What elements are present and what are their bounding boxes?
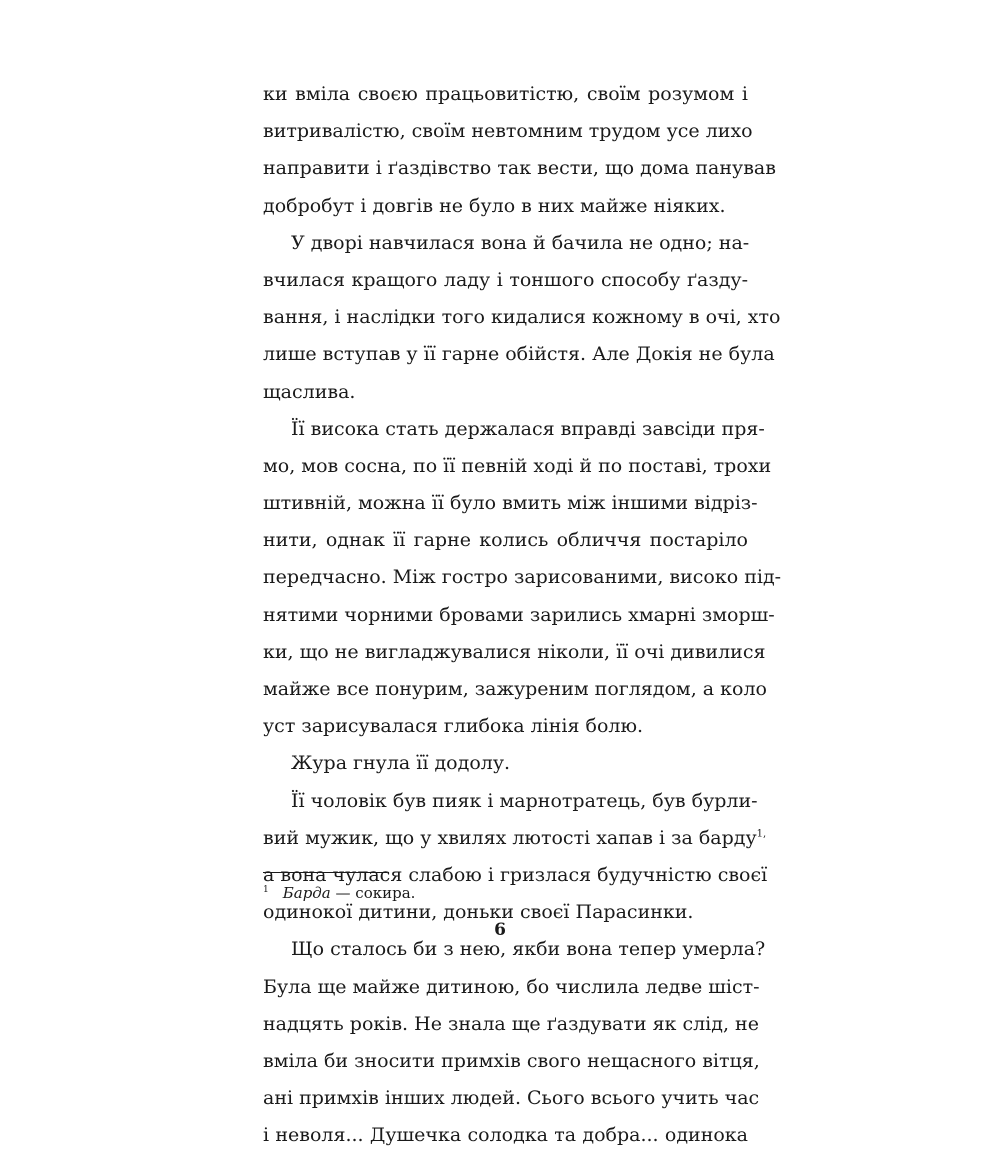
text-line: Що сталось би з нею, якби вона тепер умерла? — [291, 938, 766, 961]
text-line: лише вступав у її гарне обійстя. Але Докія не була — [263, 343, 775, 366]
text-line: Жура гнула її додолу. — [291, 752, 511, 775]
footnote — [263, 882, 415, 904]
text-line: штивній, можна її було вмить між іншими відріз- — [263, 492, 758, 515]
text-line: одинокої дитини, доньки своєї Парасинки. — [263, 901, 694, 924]
footnote-mark: 1 — [263, 885, 269, 895]
text-line: щаслива. — [263, 380, 356, 403]
text-line: вчилася кращого ладу і тоншого способу ґазду- — [263, 268, 748, 291]
text-line: Її чоловік був пияк і марнотратець, був бурли- — [291, 789, 758, 812]
text-line: нити, однак її гарне колись обличчя постаріло — [263, 529, 748, 552]
text-line: Була ще майже дитиною, бо числила ледве шіст- — [263, 975, 760, 998]
text-line: нятими чорними бровами зарились хмарні зморш- — [263, 603, 775, 626]
footnote-term: Барда — [282, 884, 331, 902]
footnote-divider — [263, 872, 387, 873]
text-line: направити і ґаздівство так вести, що дома панував — [263, 157, 776, 180]
text-line: вміла би зносити примхів свого нещасного вітця, — [263, 1049, 760, 1072]
text-line: надцять років. Не знала ще ґаздувати як слід, не — [263, 1012, 759, 1035]
text-line: а вона чулася слабою і гризлася будучністю своєї — [263, 863, 768, 886]
text-line: уст зарисувалася глибока лінія болю. — [263, 715, 644, 738]
text-line: витривалістю, своїм невтомним трудом усе лихо — [263, 120, 753, 143]
text-line: У дворі навчилася вона й бачила не одно; на- — [291, 231, 750, 254]
text-line: передчасно. Між гостро зарисованими, високо під- — [263, 566, 782, 589]
text-line-with-footnote — [263, 820, 767, 857]
text-line: і неволя... Душечка солодка та добра... одинока — [263, 1124, 748, 1147]
text-line: ані примхів інших людей. Сього всього учить час — [263, 1087, 760, 1110]
footnote-definition: — сокира. — [330, 884, 416, 902]
footnote-reference: 1, — [756, 828, 767, 840]
text-line: майже все понурим, зажуреним поглядом, а коло — [263, 678, 767, 700]
text-line: ки вміла своєю працьовитістю, своїм розумом і — [263, 83, 748, 105]
body-text — [263, 76, 782, 1154]
text-line: Її висока стать держалася вправді завсіди пря- — [291, 417, 765, 440]
text-line: мо, мов сосна, по її певній ході й по поставі, трохи — [263, 454, 772, 477]
text-line: добробут і довгів не було в них майже ніяких. — [263, 194, 726, 217]
text-line: ки, що не вигладжувалися ніколи, її очі дивилися — [263, 640, 766, 663]
page-number: 6 — [494, 920, 506, 940]
text-line: вання, і наслідки того кидалися кожному в очі, хто — [263, 306, 781, 329]
text-line-content: вий мужик, що у хвилях лютості хапав і за барду — [263, 826, 757, 849]
